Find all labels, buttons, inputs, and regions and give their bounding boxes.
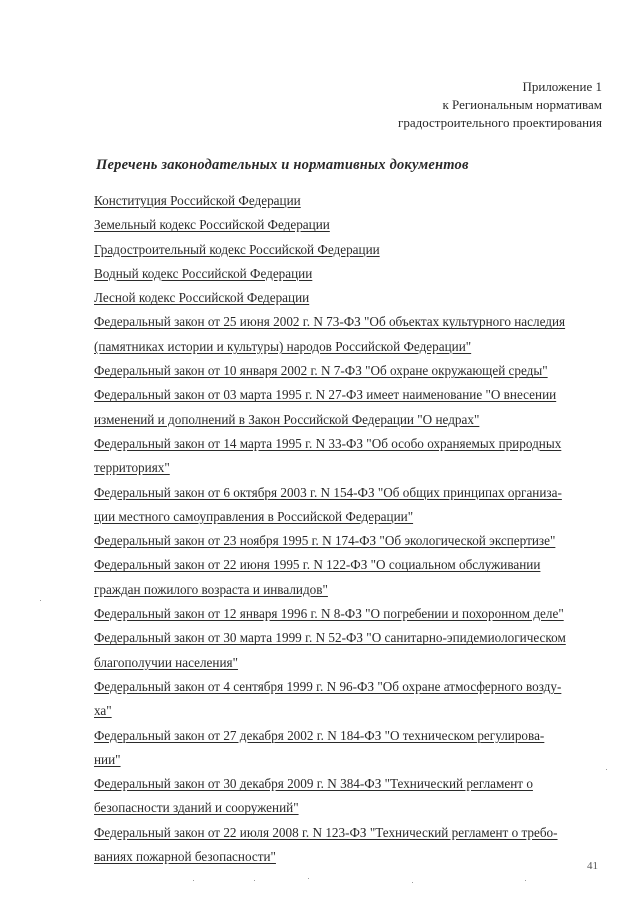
document-list-item-line: Конституция Российской Федерации xyxy=(94,193,301,208)
document-list-item-line: Федеральный закон от 14 марта 1995 г. N 33-ФЗ "Об особо охраняемых природных xyxy=(94,435,562,451)
document-list-item-line: Лесной кодекс Российской Федерации xyxy=(94,290,310,306)
document-list-item xyxy=(94,359,604,383)
document-list-item-line: граждан пожилого возраста и инвалидов" xyxy=(94,581,328,597)
document-list-item xyxy=(94,432,604,481)
document-list-item xyxy=(94,481,604,530)
document-list-item xyxy=(94,529,604,553)
document-list-item-line: ха" xyxy=(94,703,112,719)
document-list-item-line: изменений и дополнений в Закон Российской Федерации "О недрах" xyxy=(94,411,480,427)
document-list-item-line: ции местного самоуправления в Российской Федерации" xyxy=(94,508,414,524)
documents-list xyxy=(94,189,604,869)
document-list-item-line: Федеральный закон от 22 июня 1995 г. N 122-ФЗ "О социальном обслуживании xyxy=(94,557,541,573)
document-list-item xyxy=(94,626,604,675)
document-list-item xyxy=(94,383,604,432)
appendix-header xyxy=(398,78,602,132)
document-list-item-line: безопасности зданий и сооружений" xyxy=(94,800,299,816)
document-list-item xyxy=(94,675,604,724)
document-list-item xyxy=(94,821,604,870)
document-list-item xyxy=(94,262,604,286)
document-list-item-line: территориях" xyxy=(94,460,170,476)
document-heading: Перечень законодательных и нормативных документов xyxy=(96,157,469,173)
document-list-item-line: (памятниках истории и культуры) народов Российской Федерации" xyxy=(94,338,472,354)
document-list-item-line: Федеральный закон от 03 марта 1995 г. N 27-ФЗ имеет наименование "О внесении xyxy=(94,387,557,403)
document-list-item-line: Градостроительный кодекс Российской Федерации xyxy=(94,241,380,257)
appendix-title: Приложение 1 xyxy=(522,79,602,94)
document-list-item-line: Федеральный закон от 22 июля 2008 г. N 123-ФЗ "Технический регламент о требо- xyxy=(94,824,558,840)
appendix-subtitle-1: к Региональным нормативам xyxy=(442,97,602,112)
document-list-item-line: Федеральный закон от 12 января 1996 г. N 8-ФЗ "О погребении и похоронном деле" xyxy=(94,606,564,622)
document-list-item xyxy=(94,286,604,310)
document-list-item xyxy=(94,772,604,821)
document-list-item xyxy=(94,724,604,773)
document-list-item-line: Федеральный закон от 30 декабря 2009 г. N 384-ФЗ "Технический регламент о xyxy=(94,776,533,792)
document-list-item xyxy=(94,213,604,237)
document-list-item xyxy=(94,189,604,213)
document-list-item xyxy=(94,602,604,626)
document-list-item-line: нии" xyxy=(94,751,121,767)
document-list-item-line: Федеральный закон от 25 июня 2002 г. N 73-ФЗ "Об объектах культурного наследия xyxy=(94,314,566,330)
document-list-item-line: ваниях пожарной безопасности" xyxy=(94,849,276,865)
appendix-subtitle-2: градостроительного проектирования xyxy=(398,115,602,130)
document-list-item-line: Федеральный закон от 27 декабря 2002 г. N 184-ФЗ "О техническом регулирова- xyxy=(94,727,545,743)
document-list-item-line: Федеральный закон от 23 ноября 1995 г. N 174-ФЗ "Об экологической экспертизе" xyxy=(94,533,556,549)
document-list-item-line: Федеральный закон от 4 сентября 1999 г. N 96-ФЗ "Об охране атмосферного возду- xyxy=(94,678,562,694)
document-list-item-line: Земельный кодекс Российской Федерации xyxy=(94,217,330,233)
document-list-item xyxy=(94,238,604,262)
document-list-item-line: Водный кодекс Российской Федерации xyxy=(94,265,313,281)
document-list-item-line: благополучии населения" xyxy=(94,654,238,670)
page-number: 41 xyxy=(587,860,598,872)
document-list-item xyxy=(94,553,604,602)
document-list-item xyxy=(94,310,604,359)
document-list-item-line: Федеральный закон от 6 октября 2003 г. N 154-ФЗ "Об общих принципах организа- xyxy=(94,484,562,500)
document-list-item-line: Федеральный закон от 30 марта 1999 г. N 52-ФЗ "О санитарно-эпидемиологическом xyxy=(94,630,566,646)
document-list-item-line: Федеральный закон от 10 января 2002 г. N 7-ФЗ "Об охране окружающей среды" xyxy=(94,363,548,379)
